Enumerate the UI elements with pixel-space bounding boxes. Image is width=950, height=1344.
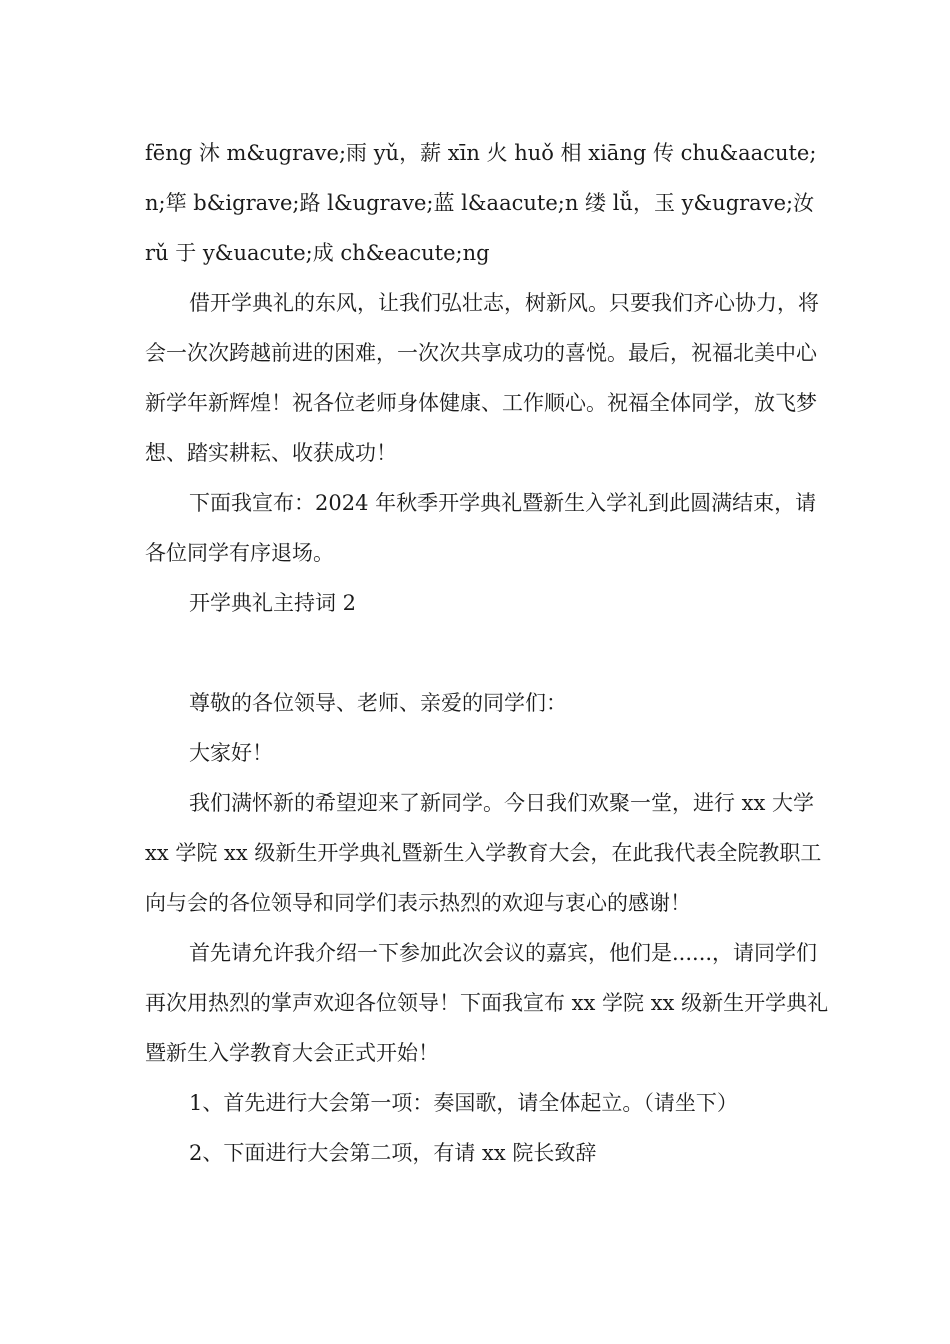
closing-paragraph: 借开学典礼的东风，让我们弘壮志，树新风。只要我们齐心协力，将会一次次跨越前进的困难，一次次共享成功的喜悦。最后，祝福北美中心新学年新辉煌！祝各位老师身体健康、工作顺心。祝福全体同学，放飞梦想、踏实耕耘、收获成功！ — [145, 291, 819, 465]
pinyin-paragraph: fēng 沐 m&ugrave;雨 yǔ，薪 xīn 火 huǒ 相 xiāng 传 chu&aacute;n;筚 b&igrave;路 l&ugrave;蓝 l&aacute;n 缕 lǚ，玉 y&ugrave;汝 rǔ 于 y&uacute;成 ch&eacute;ng — [145, 141, 821, 265]
section-heading: 开学典礼主持词 2 — [189, 591, 357, 615]
guests-paragraph: 首先请允许我介绍一下参加此次会议的嘉宾，他们是......，请同学们再次用热烈的掌声欢迎各位领导！下面我宣布 xx 学院 xx 级新生开学典礼暨新生入学教育大会正式开始！ — [145, 941, 829, 1065]
blank-line — [145, 628, 830, 678]
agenda-item-2: 2、下面进行大会第二项，有请 xx 院长致辞 — [189, 1141, 597, 1165]
announcement-paragraph: 下面我宣布：2024 年秋季开学典礼暨新生入学礼到此圆满结束，请各位同学有序退场。 — [145, 491, 817, 565]
document-body — [145, 128, 830, 1178]
welcome-paragraph: 我们满怀新的希望迎来了新同学。今日我们欢聚一堂，进行 xx 大学 xx 学院 xx 级新生开学典礼暨新生入学教育大会，在此我代表全院教职工向与会的各位领导和同学们表示热烈的欢迎与衷心的感谢！ — [145, 791, 822, 915]
greeting: 大家好！ — [189, 741, 273, 765]
salutation: 尊敬的各位领导、老师、亲爱的同学们： — [189, 691, 567, 715]
agenda-item-1: 1、首先进行大会第一项：奏国歌，请全体起立。（请坐下） — [189, 1091, 738, 1115]
